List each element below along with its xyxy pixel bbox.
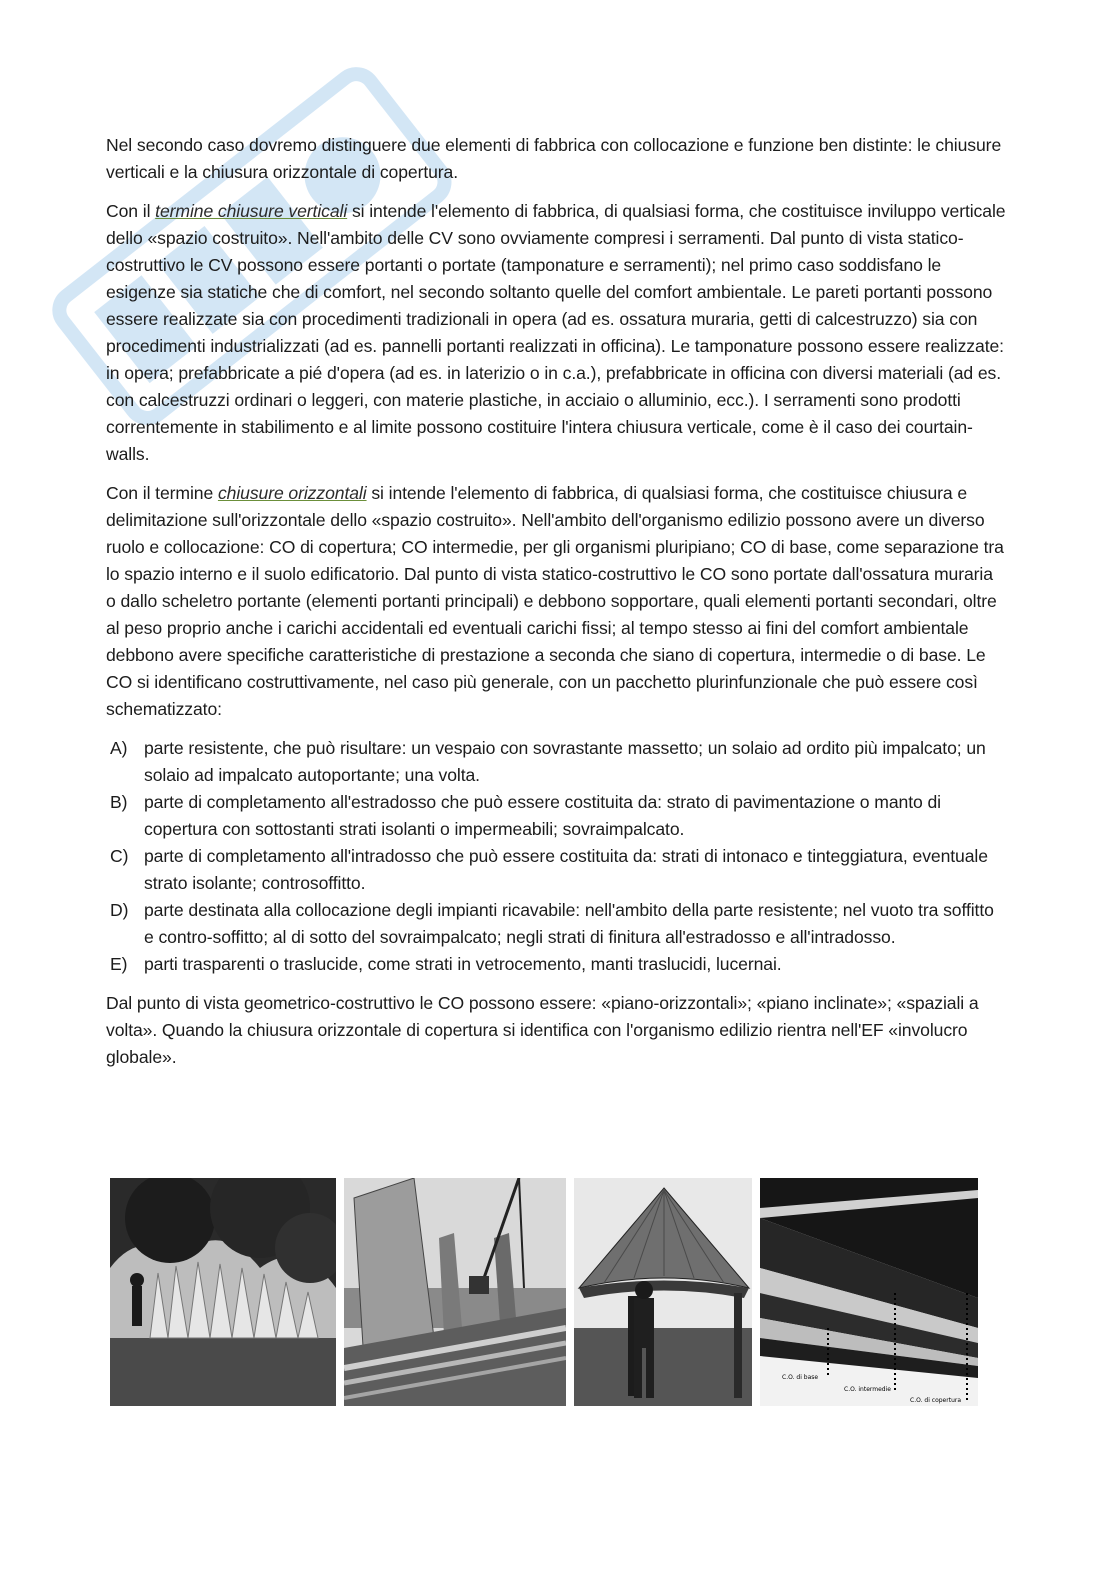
label-co-intermedie: C.O. intermedie	[844, 1386, 891, 1393]
list-item: B) parte di completamento all'estradosso che può essere costituita da: strato di pavimentazione o manto di copertura con sottostanti strati isolanti o impermeabili; sovraimpalcato.	[110, 792, 941, 839]
document-body	[106, 132, 1006, 1083]
paragraph-chiusure-orizzontali: Con il termine chiusure orizzontali si intende l'elemento di fabbrica, di qualsiasi forma, che costituisce chiusura e delimitazione sull'orizzontale dello «spazio costruito». Nell'ambito dell'organismo edilizio possono avere un diverso ruolo e collocazione: CO di copertura; CO intermedie, per gli organismi pluripiano; CO di base, come separazione tra lo spazio interno e il suolo edificatorio. Dal punto di vista statico-costruttivo le CO sono portate dall'ossatura muraria o dallo scheletro portante (elementi portanti principali) e debbono sopportare, quali elementi portanti secondari, oltre al peso proprio anche i carichi accidentali ed eventuali carichi fissi; al tempo stesso ai fini del comfort ambientale debbono avere specifiche caratteristiche di prestazione a seconda che siano di copertura, intermedie o di base. Le CO si identificano costruttivamente, nel caso più generale, con un pacchetto plurinfunzionale che può essere così schematizzato:	[106, 483, 1004, 719]
paragraph-geometrico-costruttivo: Dal punto di vista geometrico-costruttivo le CO possono essere: «piano-orizzontali»; «piano inclinate»; «spaziali a volta». Quando la chiusura orizzontale di copertura si identifica con l'organismo edilizio rientra nell'EF «involucro globale».	[106, 993, 979, 1067]
list-item: E) parti trasparenti o traslucide, come strati in vetrocemento, manti traslucidi, lucernai.	[110, 954, 782, 974]
term-chiusure-orizzontali: chiusure orizzontali	[217, 483, 367, 503]
photo-precast-panels	[344, 1178, 566, 1406]
photo-wooden-enclosure	[110, 1178, 336, 1406]
photo-thatched-roof	[574, 1178, 752, 1406]
paragraph-chiusure-verticali: Con il termine chiusure verticali si intende l'elemento di fabbrica, di qualsiasi forma, che costituisce inviluppo verticale dello «spazio costruito». Nell'ambito delle CV sono ovviamente compresi i serramenti. Dal punto di vista statico-costruttivo le CV possono essere portanti o portate (tamponature e serramenti); nel primo caso soddisfano le esigenze sia statiche che di comfort, nel secondo soltanto quelle del comfort ambientale. Le pareti portanti possono essere realizzate sia con procedimenti tradizionali in opera (ad es. ossatura muraria, getti di calcestruzzo) sia con procedimenti industrializzati (ad es. pannelli portanti realizzati in officina). Le tamponature possono essere realizzate: in opera; prefabbricate a pié d'opera (ad es. in laterizio o in c.a.), prefabbricate in officina con diversi materiali (ad es. con calcestruzzi ordinari o leggeri, con materie plastiche, in acciaio o alluminio, ecc.). I serramenti sono prodotti correntemente in stabilimento e al limite possono costituire l'intera chiusura verticale, come è il caso dei courtain-walls.	[106, 201, 1006, 464]
term-chiusure-verticali: termine chiusure verticali	[155, 201, 348, 221]
list-item: C) parte di completamento all'intradosso che può essere costituita da: strati di intonaco e tinteggiatura, eventuale strato isolante; controsoffitto.	[110, 846, 988, 893]
list-item: D) parte destinata alla collocazione degli impianti ricavabile: nell'ambito della parte resistente; nel vuoto tra soffitto e contro-soffitto; al di sotto del sovraimpalcato; negli strati di finitura all'estradosso e all'intradosso.	[110, 900, 994, 947]
photo-slab-levels	[760, 1178, 978, 1406]
photo-strip	[110, 1178, 980, 1408]
label-co-copertura: C.O. di copertura	[910, 1397, 962, 1404]
paragraph-intro: Nel secondo caso dovremo distinguere due elementi di fabbrica con collocazione e funzione ben distinte: le chiusure verticali e la chiusura orizzontale di copertura.	[106, 135, 1002, 182]
label-co-base: C.O. di base	[782, 1374, 819, 1381]
list-item: A) parte resistente, che può risultare: un vespaio con sovrastante massetto; un solaio ad ordito più impalcato; un solaio ad impalcato autoportante; una volta.	[110, 738, 986, 785]
co-components-list	[106, 735, 1006, 978]
